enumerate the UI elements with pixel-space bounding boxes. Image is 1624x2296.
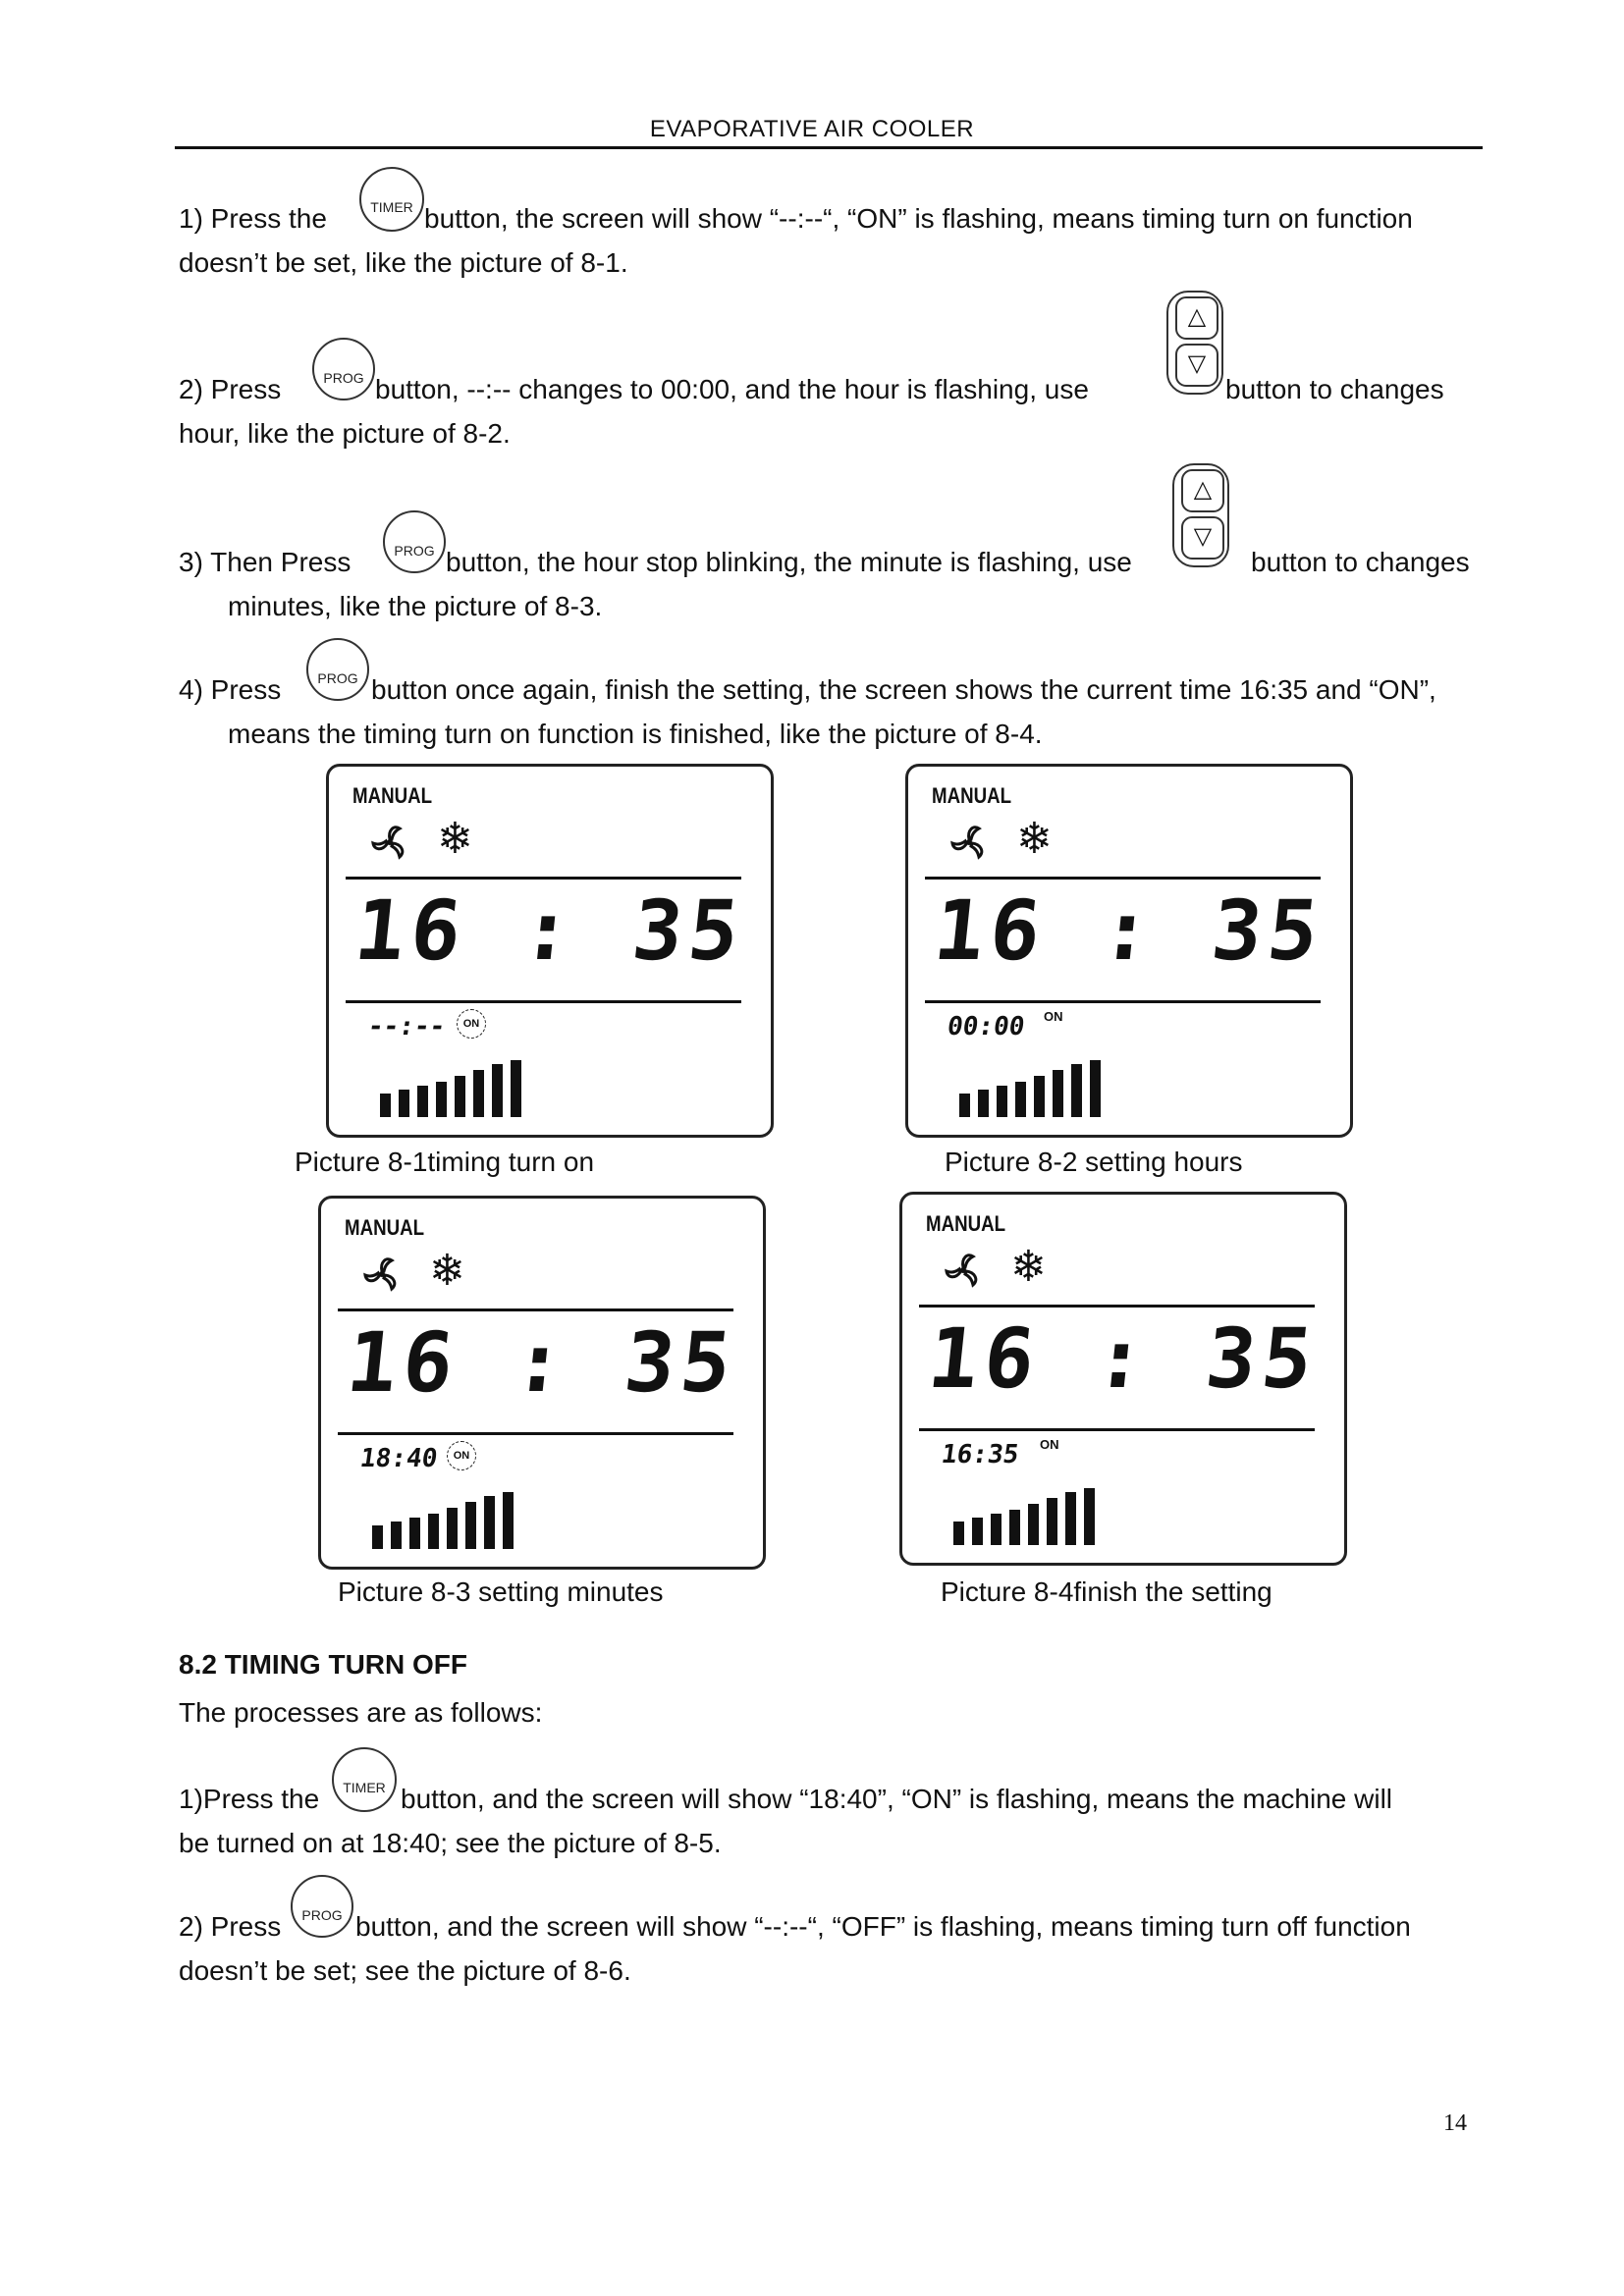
- lcd-divider: [919, 1428, 1315, 1431]
- speed-bar: [465, 1502, 476, 1549]
- speed-bar: [978, 1090, 989, 1117]
- speed-bar: [503, 1492, 514, 1549]
- speed-bar: [399, 1090, 409, 1117]
- timer-button-icon: TIMER: [359, 167, 424, 232]
- speed-bar: [473, 1070, 484, 1117]
- lcd-clock: 16 : 35: [350, 882, 750, 979]
- page-header: EVAPORATIVE AIR COOLER: [649, 116, 975, 142]
- step-text: button, the screen will show “--:--“, “ON” is flashing, means timing turn on function: [424, 203, 1413, 234]
- on-indicator: ON: [1040, 1437, 1059, 1452]
- step-on-1: [179, 196, 1485, 285]
- speed-bar: [972, 1518, 983, 1545]
- mode-label: MANUAL: [345, 1215, 425, 1240]
- step-text: button, and the screen will show “18:40”, “ON” is flashing, means the machine will: [401, 1784, 1393, 1814]
- snowflake-icon: ❄: [1016, 815, 1053, 863]
- speed-bar: [409, 1518, 420, 1549]
- down-arrow-icon: ▽: [1175, 344, 1218, 387]
- speed-bar: [484, 1496, 495, 1549]
- section-title: 8.2 TIMING TURN OFF: [179, 1649, 467, 1680]
- lcd-panel: [318, 1196, 766, 1570]
- on-indicator: ON: [457, 1009, 486, 1039]
- step-on-3: [179, 476, 1485, 628]
- header-rule: [175, 146, 1483, 149]
- lcd-timer: --:--: [365, 1012, 448, 1041]
- speed-bar: [391, 1522, 402, 1549]
- speed-bar: [1053, 1070, 1063, 1117]
- speed-bar: [511, 1060, 521, 1117]
- lcd-divider: [919, 1305, 1315, 1308]
- fan-icon: [947, 821, 991, 864]
- step-text: 2) Press: [179, 1911, 282, 1942]
- lcd-timer: 16:35: [939, 1440, 1021, 1469]
- snowflake-icon: ❄: [429, 1247, 465, 1295]
- speed-bar: [1065, 1492, 1076, 1545]
- fan-icon: [360, 1253, 404, 1296]
- speed-bar: [372, 1525, 383, 1549]
- lcd-timer: 18:40: [357, 1444, 440, 1473]
- on-indicator: ON: [447, 1441, 476, 1470]
- speed-bar: [1084, 1488, 1095, 1545]
- up-arrow-icon: △: [1175, 296, 1218, 340]
- speed-bar: [991, 1514, 1001, 1545]
- step-text: button, --:-- changes to 00:00, and the hour is flashing, use: [375, 374, 1089, 404]
- step-on-4: [179, 667, 1485, 756]
- lcd-panel: [326, 764, 774, 1138]
- lcd-clock: 16 : 35: [342, 1314, 742, 1411]
- prog-button-icon: PROG: [312, 338, 375, 400]
- section-intro: [179, 1690, 1485, 1735]
- on-indicator: ON: [1044, 1009, 1063, 1024]
- lcd-divider: [338, 1432, 733, 1435]
- mode-label: MANUAL: [932, 783, 1012, 808]
- fan-icon: [368, 821, 411, 864]
- step-off-1: [179, 1777, 1485, 1865]
- prog-button-icon: PROG: [383, 510, 446, 573]
- figure-caption: Picture 8-3 setting minutes: [338, 1576, 664, 1607]
- figure-caption: Picture 8-4finish the setting: [941, 1576, 1272, 1607]
- step-text: 3) Then Press: [179, 547, 352, 577]
- speed-bar: [447, 1508, 458, 1549]
- page-number: 14: [1443, 2110, 1467, 2136]
- speed-bar: [428, 1514, 439, 1549]
- speed-bar: [1009, 1510, 1020, 1545]
- step-text: doesn’t be set, like the picture of 8-1.: [179, 247, 628, 278]
- step-off-2: [179, 1904, 1485, 1993]
- lcd-panel: [905, 764, 1353, 1138]
- snowflake-icon: ❄: [1010, 1243, 1047, 1291]
- up-down-button-icon: [1172, 463, 1229, 567]
- speed-bar: [997, 1086, 1007, 1117]
- lcd-divider: [925, 1000, 1321, 1003]
- speed-bar: [380, 1094, 391, 1117]
- lcd-divider: [925, 877, 1321, 880]
- lcd-clock: 16 : 35: [929, 882, 1329, 979]
- up-arrow-icon: △: [1181, 469, 1224, 512]
- lcd-panel: [899, 1192, 1347, 1566]
- speed-bar: [1047, 1498, 1057, 1545]
- step-text: 2) Press: [179, 374, 282, 404]
- step-on-2: [179, 303, 1485, 455]
- speed-bar: [1071, 1064, 1082, 1117]
- lcd-divider: [338, 1308, 733, 1311]
- step-text: button to changes: [1225, 374, 1444, 404]
- step-text: 1)Press the: [179, 1784, 320, 1814]
- speed-bar: [1028, 1504, 1039, 1545]
- snowflake-icon: ❄: [437, 815, 473, 863]
- step-text: button, and the screen will show “--:--“, “OFF” is flashing, means timing turn off function: [355, 1911, 1411, 1942]
- step-text: be turned on at 18:40; see the picture of 8-5.: [179, 1828, 722, 1858]
- lcd-divider: [346, 1000, 741, 1003]
- step-text: hour, like the picture of 8-2.: [179, 418, 511, 449]
- step-text: button, the hour stop blinking, the minute is flashing, use: [446, 547, 1132, 577]
- intro-text: The processes are as follows:: [179, 1697, 543, 1728]
- speed-bar: [492, 1064, 503, 1117]
- step-text: minutes, like the picture of 8-3.: [228, 591, 603, 621]
- up-down-button-icon: [1166, 291, 1223, 395]
- speed-bar: [1015, 1082, 1026, 1117]
- speed-bar: [436, 1082, 447, 1117]
- figure-caption: Picture 8-1timing turn on: [295, 1147, 595, 1177]
- mode-label: MANUAL: [352, 783, 433, 808]
- step-text: doesn’t be set; see the picture of 8-6.: [179, 1955, 631, 1986]
- speed-bar: [1034, 1076, 1045, 1117]
- speed-bar: [417, 1086, 428, 1117]
- speed-bar: [1090, 1060, 1101, 1117]
- timer-button-icon: TIMER: [332, 1747, 397, 1812]
- step-text: button to changes: [1251, 547, 1470, 577]
- step-text: 4) Press: [179, 674, 282, 705]
- step-text: means the timing turn on function is finished, like the picture of 8-4.: [228, 719, 1043, 749]
- down-arrow-icon: ▽: [1181, 516, 1224, 560]
- prog-button-icon: PROG: [291, 1875, 353, 1938]
- speed-bar: [953, 1522, 964, 1545]
- fan-icon: [942, 1249, 985, 1292]
- figure-caption: Picture 8-2 setting hours: [945, 1147, 1243, 1177]
- mode-label: MANUAL: [926, 1211, 1006, 1236]
- lcd-clock: 16 : 35: [923, 1310, 1324, 1407]
- prog-button-icon: PROG: [306, 638, 369, 701]
- lcd-timer: 00:00: [945, 1012, 1027, 1041]
- speed-bar: [959, 1094, 970, 1117]
- step-text: 1) Press the: [179, 203, 327, 234]
- lcd-divider: [346, 877, 741, 880]
- speed-bar: [455, 1076, 465, 1117]
- step-text: button once again, finish the setting, the screen shows the current time 16:35 and “ON”,: [371, 674, 1436, 705]
